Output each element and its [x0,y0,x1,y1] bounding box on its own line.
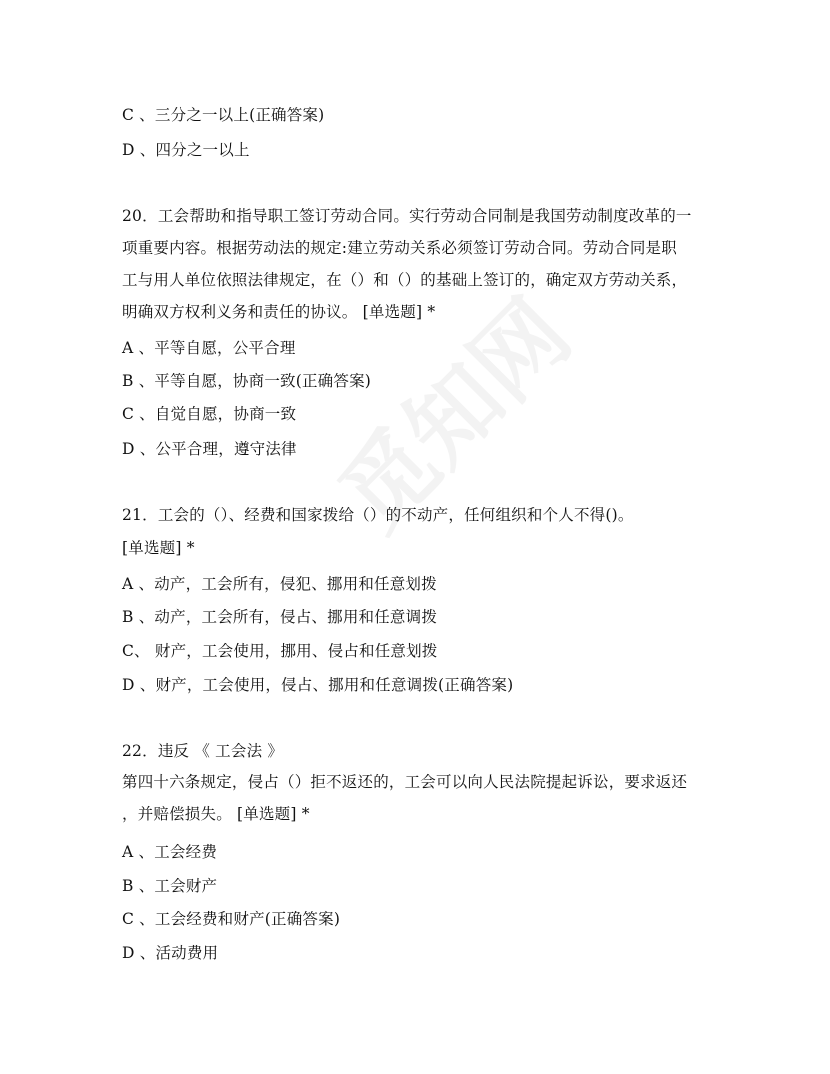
question-21-option-c: C、 财产，工会使用，挪用、侵占和任意划拨 [122,642,438,660]
question-20-text-line-4: 明确双方权利义务和责任的协议。 [单选题] * [122,303,436,321]
question-22-text-line-1: 22．违反 《 工会法 》 [122,742,284,760]
question-20-text-line-3: 工与用人单位依照法律规定，在（）和（）的基础上签订的，确定双方劳动关系， [122,271,688,289]
question-20-option-d: D 、公平合理，遵守法律 [122,440,297,458]
question-21-option-a: A 、动产，工会所有，侵犯、挪用和任意划拨 [122,575,437,593]
question-22-text-line-2: 第四十六条规定，侵占（）拒不返还的，工会可以向人民法院提起诉讼，要求返还 [122,773,688,791]
question-21-text-line-1: 21．工会的（）、经费和国家拨给（）的不动产，任何组织和个人不得()。 [122,506,634,524]
question-21-text-line-2: [单选题] * [122,539,195,557]
question-22-option-d: D 、活动费用 [122,944,219,962]
question-22-text-line-3: ，并赔偿损失。 [单选题] * [122,805,310,823]
watermark [238,198,662,622]
question-20-option-c: C 、自觉自愿，协商一致 [122,405,297,423]
option-prev-c: C 、三分之一以上(正确答案) [122,106,325,124]
option-prev-d: D 、四分之一以上 [122,141,250,159]
question-22-option-b: B 、工会财产 [122,877,218,895]
question-20-option-b: B 、平等自愿，协商一致(正确答案) [122,372,372,390]
question-22-option-a: A 、工会经费 [122,843,218,861]
question-22-option-c: C 、工会经费和财产(正确答案) [122,910,341,928]
question-21-option-b: B 、动产，工会所有，侵占、挪用和任意调拨 [122,608,438,626]
question-20-text-line-2: 项重要内容。根据劳动法的规定:建立劳动关系必须签订劳动合同。劳动合同是职 [122,239,677,257]
question-20-text-line-1: 20．工会帮助和指导职工签订劳动合同。实行劳动合同制是我国劳动制度改革的一 [122,207,692,225]
question-21-option-d: D 、财产，工会使用，侵占、挪用和任意调拨(正确答案) [122,676,514,694]
question-20-option-a: A 、平等自愿，公平合理 [122,339,296,357]
